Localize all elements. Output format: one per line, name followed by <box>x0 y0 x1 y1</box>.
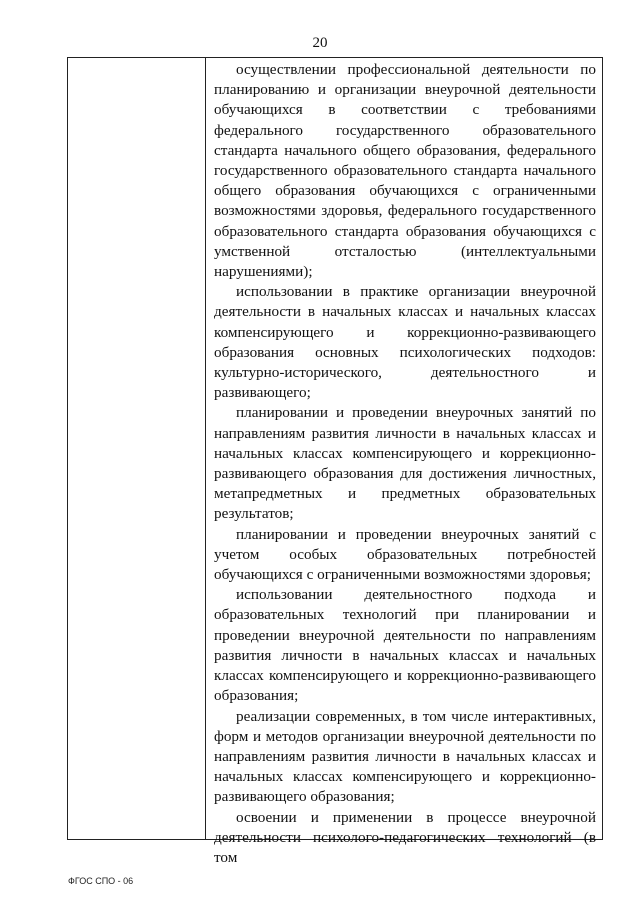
list-item: планировании и проведении внеурочных занятий по направлениям развития личности в начальных классах и начальных классах компенсирующего и коррекционно-развивающего образования для достижения личностных, метапредметных и предметных образовательных результатов; <box>214 404 596 523</box>
left-column-cell <box>68 58 205 839</box>
document-code-footer: ФГОС СПО - 06 <box>68 876 134 886</box>
list-item: осуществлении профессиональной деятельности по планированию и организации внеурочной деятельности обучающихся в соответствии с требованиями федерального государственного образовательного стандарта начального общего образования, федерального государственного образовательного стандарта начального общего образования обучающихся с ограниченными возможностями здоровья, федерального государственного образовательного стандарта образования обучающихся с умственной отсталостью (интеллектуальными нарушениями); <box>214 61 596 281</box>
column-divider <box>205 58 206 839</box>
list-item: использовании в практике организации внеурочной деятельности в начальных классах и начальных классах компенсирующего и коррекционно-развивающего образования основных психологических подходов: культурно-исторического, деятельностного и развивающего; <box>214 283 596 402</box>
page-number: 20 <box>312 35 328 51</box>
list-item: реализации современных, в том числе интерактивных, форм и методов организации внеурочной деятельности по направлениям развития личности в начальных классах и начальных классах компенсирующего и коррекционно-развивающего образования; <box>214 707 596 806</box>
list-item: планировании и проведении внеурочных занятий с учетом особых образовательных потребностей обучающихся с ограниченными возможностями здоровья; <box>214 525 596 584</box>
list-item: освоении и применении в процессе внеурочной деятельности психолого-педагогических технологий (в том <box>214 808 596 866</box>
content-table <box>67 57 603 866</box>
right-column-cell <box>214 60 596 868</box>
list-item: использовании деятельностного подхода и образовательных технологий при планировании и проведении внеурочной деятельности по направлениям развития личности в начальных классах и начальных классах компенсирующего и коррекционно-развивающего образования; <box>214 586 596 705</box>
